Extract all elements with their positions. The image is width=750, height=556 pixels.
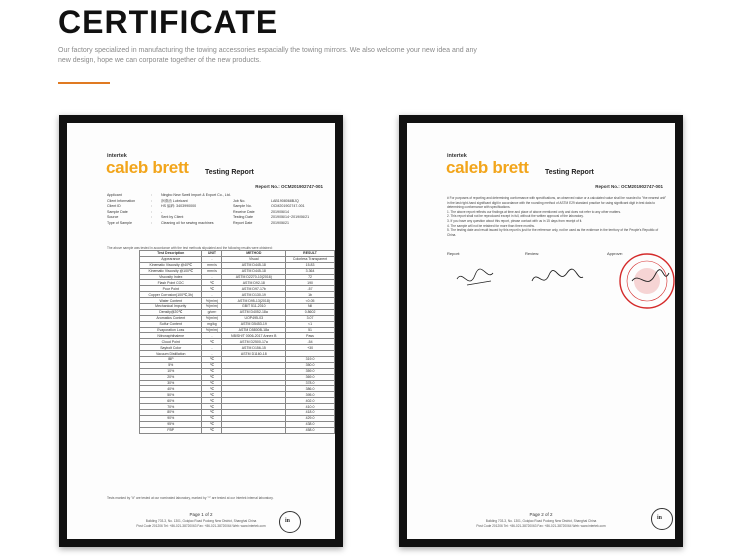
cell-method: ASTM D5800B-18a — [222, 327, 286, 333]
cell-result: 395.0 — [286, 392, 335, 398]
info-key: Source — [107, 215, 119, 220]
cell-method: ASTM D97-17b — [222, 286, 286, 292]
info-colon: : — [151, 215, 152, 220]
cell-unit: ℃ — [202, 339, 222, 345]
test-note: The above sample was tested in accordance with the test methods stipulated and the following results were obtained: — [107, 246, 273, 250]
info-key: Client ID — [107, 204, 121, 209]
cell-result: Nil — [286, 304, 335, 310]
cell-test: Nitronaphthalene — [140, 333, 202, 339]
term-item: 3. If you have any question about this report, please contact with us in 15 days from receipt of it. — [447, 218, 583, 223]
certificate-frame-page-1[interactable] — [59, 115, 343, 547]
cell-unit: ℃ — [202, 280, 222, 286]
lab-address: Building 703-3, No. 1301, Guiqiao Road Pudong New District, Shanghai China Post Code 201206 Tel: +86-021-38720063 Fax: +86-021-38720064 Web: www.intertek.com — [476, 519, 606, 528]
cell-result: 418.0 — [286, 410, 335, 416]
cell-result: 15.83 — [286, 262, 335, 268]
cell-test: 95% — [140, 421, 202, 427]
cell-result: 359.0 — [286, 368, 335, 374]
cell-test: Copper Corrosion(100℃,3h) — [140, 292, 202, 298]
cell-unit: ℃ — [202, 357, 222, 363]
cell-test: Pour Point — [140, 286, 202, 292]
cell-unit: ℃ — [202, 368, 222, 374]
logo-letters: in — [285, 518, 291, 524]
cell-unit: ℃ — [202, 421, 222, 427]
cell-unit: mm²/s — [202, 262, 222, 268]
cell-unit: ℃ — [202, 410, 222, 416]
accent-divider — [58, 82, 110, 84]
info-value-2: LAB1908068BJQ — [271, 198, 299, 203]
col-header-method: METHOD — [222, 251, 286, 257]
cell-test: Appearance — [140, 256, 202, 262]
lab-address: Building 703-3, No. 1301, Guiqiao Road Pudong New District, Shanghai China Post Code 201206 Tel: +86-021-38720063 Fax: +86-021-38720064 Web: www.intertek.com — [136, 519, 266, 528]
col-header-result: RESULT — [286, 251, 335, 257]
report-label: Report: — [447, 251, 461, 256]
table-row — [140, 427, 335, 433]
cell-test: Kinematic Viscosity @40℃ — [140, 262, 202, 268]
info-key-2: Sample No. — [233, 204, 252, 209]
info-colon: : — [151, 220, 152, 225]
signatures-and-seal — [407, 251, 675, 311]
signature-review-icon — [532, 269, 583, 281]
cell-test: Viscosity Index — [140, 274, 202, 280]
cell-result: <0.05 — [286, 298, 335, 304]
cell-unit: g/cm³ — [202, 309, 222, 315]
info-value: Ningbo New Swell Import & Export Co., Ltd. — [161, 193, 231, 197]
cell-test: 10% — [140, 368, 202, 374]
cell-result: 72 — [286, 274, 335, 280]
info-key-2: Job No. — [233, 198, 246, 203]
info-colon: : — [151, 198, 152, 203]
cell-result: Pass — [286, 333, 335, 339]
cell-test: 90% — [140, 415, 202, 421]
certificate-paper-page-2 — [407, 123, 675, 539]
cell-result: 402.0 — [286, 398, 335, 404]
cell-unit: mm²/s — [202, 268, 222, 274]
logo-letters: in — [657, 515, 663, 521]
cell-unit: %(m/m) — [202, 298, 222, 304]
page-title: CERTIFICATE — [58, 4, 279, 40]
page-number: Page 1 of 2 — [189, 512, 213, 517]
cell-test: Density@20℃ — [140, 309, 202, 315]
cell-test: 70% — [140, 404, 202, 410]
report-number: Report No.: OCM201902747-001 — [595, 184, 663, 189]
cell-method: NB/SH/T 0006-2017 Annex B — [222, 333, 286, 339]
info-key-2: Report Date — [233, 220, 253, 225]
caleb-brett-logo: caleb brett — [446, 158, 529, 177]
cell-method: ASTM D2270-10(2016) — [222, 274, 286, 280]
info-key: Applicant — [107, 193, 122, 197]
caleb-brett-logo: caleb brett — [106, 158, 189, 177]
cell-result: 386.0 — [286, 386, 335, 392]
intertek-logo-text: intertek — [447, 153, 467, 159]
cell-method: UOP495-03 — [222, 315, 286, 321]
cell-result: 438.0 — [286, 421, 335, 427]
cell-unit: ℃ — [202, 374, 222, 380]
cell-test: 30% — [140, 380, 202, 386]
info-key: Type of Sample — [107, 220, 132, 225]
cell-unit: - — [202, 345, 222, 351]
signature-report-icon — [457, 269, 493, 285]
cell-unit: ℃ — [202, 392, 222, 398]
info-value-2: 2019/06/21 — [271, 220, 289, 225]
cell-result: 319.0 — [286, 357, 335, 363]
cell-test: 40% — [140, 386, 202, 392]
cell-test: Vacuum Distillation — [140, 351, 202, 357]
info-value-2: OCM201902747-001 — [271, 204, 305, 209]
page-number: Page 2 of 2 — [529, 512, 553, 517]
cell-unit: ℃ — [202, 415, 222, 421]
cell-method: Visual — [222, 256, 286, 262]
cell-method: ASTM D95-13(2018) — [222, 298, 286, 304]
cell-test: 5% — [140, 362, 202, 368]
info-value: HS 编码: 3403990000 — [161, 204, 197, 209]
cell-result: +30 — [286, 345, 335, 351]
report-title: Testing Report — [205, 169, 254, 176]
info-value: Cleaning oil for sewing machines — [161, 220, 214, 225]
certificate-frame-page-2[interactable] — [399, 115, 683, 547]
info-colon: : — [151, 204, 152, 209]
report-terms — [447, 196, 667, 237]
cell-unit: - — [202, 274, 222, 280]
cell-unit: ℃ — [202, 386, 222, 392]
cell-unit: mg/kg — [202, 321, 222, 327]
sample-information — [107, 193, 327, 227]
certificate-paper-page-1 — [67, 123, 335, 539]
intertek-circle-logo-icon — [279, 511, 301, 533]
cell-method — [222, 427, 286, 433]
info-row — [107, 221, 327, 227]
approve-label: Approve: — [607, 251, 624, 256]
cell-test: Flash Point COC — [140, 280, 202, 286]
cell-result: 369.0 — [286, 374, 335, 380]
cell-result: 378.0 — [286, 380, 335, 386]
cell-unit: ℃ — [202, 286, 222, 292]
cell-test: Sulfur Content — [140, 321, 202, 327]
review-label: Review: — [525, 251, 540, 256]
cell-method: ASTM D5453-19 — [222, 321, 286, 327]
table-footnote: Tests marked by "#" are tested at our nominated laboratory, marked by "*" are tested at our Intertek internal laboratory. — [107, 496, 274, 500]
info-colon: : — [151, 209, 152, 214]
intertek-circle-logo-icon — [651, 508, 673, 530]
report-number: Report No.: OCM201902747-001 — [255, 184, 323, 189]
cell-unit: ℃ — [202, 362, 222, 368]
cell-test: 20% — [140, 374, 202, 380]
cell-result: 350.0 — [286, 362, 335, 368]
cell-test: IBP — [140, 357, 202, 363]
cell-method: ASTM D156-15 — [222, 345, 286, 351]
cell-result: 458.0 — [286, 427, 335, 433]
info-colon: : — [151, 193, 152, 197]
cell-method: ASTM D445-18 — [222, 268, 286, 274]
cell-test: 60% — [140, 398, 202, 404]
red-seal-icon — [620, 254, 674, 308]
cell-unit: ℃ — [202, 380, 222, 386]
cell-unit: %(m/m) — [202, 315, 222, 321]
term-item: 2. This report shall not be reproduced except in full, without the written approval of the laboratory. — [447, 214, 584, 219]
cell-unit: ℃ — [202, 404, 222, 410]
info-key: Sample Date — [107, 209, 128, 214]
cell-method: ASTM D130-19 — [222, 292, 286, 298]
cell-result: 0.8602 — [286, 309, 335, 315]
info-value-2: 2019/06/14 — [271, 209, 289, 214]
cell-result: <1 — [286, 321, 335, 327]
col-header-unit: UNIT — [202, 251, 222, 257]
cell-unit: - — [202, 351, 222, 357]
info-value: - — [161, 209, 163, 214]
report-title: Testing Report — [545, 169, 594, 176]
cell-unit: - — [202, 292, 222, 298]
cell-test: 50% — [140, 392, 202, 398]
cell-result: 3.07 — [286, 315, 335, 321]
cell-unit: %(m/m) — [202, 304, 222, 310]
cell-test: Saybolt Color — [140, 345, 202, 351]
cell-test: Mechanical Impurity — [140, 304, 202, 310]
page-subtitle: Our factory specialized in manufacturing the towing accessories espacially the towing mirrors. We also welcome your new idea and any new design, hope we can corporate together of the new products. — [58, 47, 477, 64]
cell-method: ASTM D4052-18a — [222, 309, 286, 315]
cell-unit: - — [202, 333, 222, 339]
cell-result: 1b — [286, 292, 335, 298]
info-key: Client Information — [107, 198, 136, 203]
cell-method: ASTM D2500-17a — [222, 339, 286, 345]
cell-test: Evaporation Loss — [140, 327, 202, 333]
cell-result: 190 — [286, 280, 335, 286]
cell-method: ASTM D445-18 — [222, 262, 286, 268]
results-table — [139, 250, 335, 434]
term-item: 4. The sample will not be retained for more than three months. — [447, 223, 535, 228]
cell-unit: ℃ — [202, 398, 222, 404]
info-value: 润滑油 Lubricant — [161, 198, 188, 203]
cell-test: Water Content — [140, 298, 202, 304]
cell-unit: ℃ — [202, 427, 222, 433]
term-item: # For purposes of reporting and determining conformance with specifications, an observed value or a calculated value shall be rounded to "the nearest unit" in the last right-hand significant digit in accordance with the rounding method of ASTM E29 standard practice for using significant digit in test data to determining conformance with specifications. — [447, 196, 667, 210]
intertek-logo-text: intertek — [107, 153, 127, 159]
cell-test: Aromatics Content — [140, 315, 202, 321]
cell-result: 429.0 — [286, 415, 335, 421]
cell-method: ASTM D92-18 — [222, 280, 286, 286]
info-value: Sent by Client — [161, 215, 184, 220]
cell-test: Cloud Point — [140, 339, 202, 345]
cell-result: -54 — [286, 339, 335, 345]
cell-result: -57 — [286, 286, 335, 292]
cell-test: 80% — [140, 410, 202, 416]
cell-unit: %(m/m) — [202, 327, 222, 333]
info-key-2: Testing Date — [233, 215, 253, 220]
cell-method: GB/T 511-2010 — [222, 304, 286, 310]
cell-result: 3.364 — [286, 268, 335, 274]
cell-result: Colorless Transparent — [286, 256, 335, 262]
term-item: 1. The above report reflects our findings at time and place of above mentioned only and does not refer to any other matters. — [447, 209, 621, 214]
col-header-test: Test Description — [140, 251, 202, 257]
cell-unit: - — [202, 256, 222, 262]
cell-method: ASTM D1160-18 — [222, 351, 286, 357]
term-item: 5. The testing date and result issued by this report is just for the reference only, not be used as the evidence in the territory of the People's Republic of China. — [447, 228, 659, 237]
cell-result: 410.0 — [286, 404, 335, 410]
info-key-2: Receive Date — [233, 209, 255, 214]
info-value-2: 2019/06/14~2019/06/21 — [271, 215, 310, 220]
cell-test: Kinematic Viscosity @100℃ — [140, 268, 202, 274]
cell-test: FBP — [140, 427, 202, 433]
cell-result: 51 — [286, 327, 335, 333]
